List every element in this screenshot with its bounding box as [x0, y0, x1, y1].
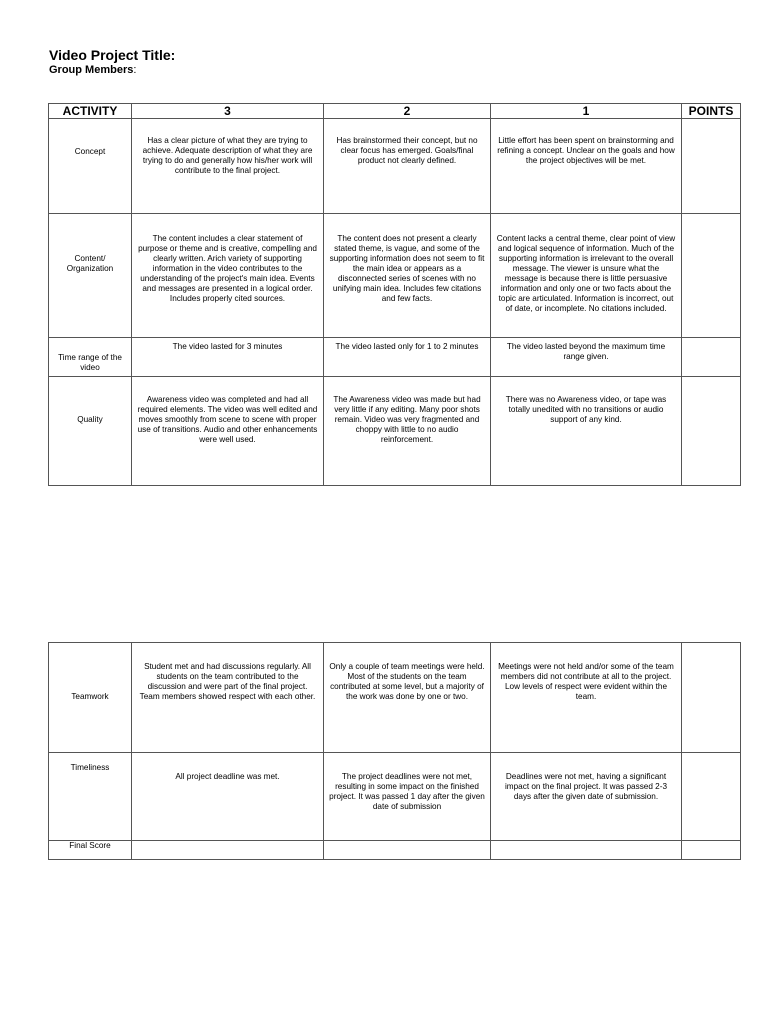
score-2-cell	[324, 214, 491, 338]
score-2-cell	[324, 753, 491, 841]
score-2-text: The Awareness video was made but had very little if any editing. Many poor shots remain. Video was very fragmented and choppy with little to no audio reinforcement.	[333, 395, 481, 444]
document-title: Video Project Title:	[49, 47, 176, 63]
score-1-cell[interactable]	[491, 841, 682, 860]
score-3-text: Has a clear picture of what they are trying to achieve. Adequate description of what they are trying to do and generally how his/her work will contribute to the final project.	[142, 136, 313, 175]
score-3-text: Student met and had discussions regularly. All students on the team contributed to the discussion and were part of the final project. Team members showed respect with each other.	[139, 662, 316, 701]
score-3-text: All project deadline was met.	[175, 772, 280, 781]
points-cell[interactable]	[682, 841, 741, 860]
score-1-text: There was no Awareness video, or tape was totally unedited with no transitions or audio support of any kind.	[505, 395, 667, 424]
score-1-text: The video lasted beyond the maximum time range given.	[506, 342, 666, 361]
table-row	[49, 753, 741, 841]
group-members-line	[49, 64, 136, 76]
activity-label: Time range of the video	[58, 353, 122, 372]
score-1-cell	[491, 753, 682, 841]
score-3-cell	[132, 643, 324, 753]
points-cell[interactable]	[682, 753, 741, 841]
activity-cell	[49, 338, 132, 377]
score-1-cell	[491, 377, 682, 486]
score-1-cell	[491, 119, 682, 214]
group-members-label: Group Members	[49, 64, 134, 76]
points-cell[interactable]	[682, 338, 741, 377]
score-2-cell	[324, 377, 491, 486]
table-row	[49, 214, 741, 338]
score-3-cell	[132, 119, 324, 214]
score-2-text: The project deadlines were not met, resulting in some impact on the finished project. It was passed 1 day after the given date of submission	[329, 772, 485, 811]
activity-label: Final Score	[69, 841, 111, 850]
table-row	[49, 338, 741, 377]
score-1-cell	[491, 643, 682, 753]
score-1-text: Deadlines were not met, having a significant impact on the final project. It was passed 2-3 days after the given date of submission.	[504, 772, 667, 801]
rubric-table-bottom	[48, 642, 741, 860]
header-score-2: 2	[324, 104, 491, 119]
group-members-colon: :	[133, 64, 137, 76]
header-points: POINTS	[682, 104, 741, 119]
score-2-cell	[324, 338, 491, 377]
activity-label: Quality	[77, 415, 103, 424]
score-3-cell	[132, 338, 324, 377]
score-2-cell	[324, 643, 491, 753]
points-cell[interactable]	[682, 214, 741, 338]
score-3-text: Awareness video was completed and had all required elements. The video was well edited and moves smoothly from scene to scene with proper use of transitions. Audio and other enhancements were well used.	[137, 395, 318, 444]
activity-cell	[49, 841, 132, 860]
score-2-text: Only a couple of team meetings were held. Most of the students on the team contributed at some level, but a majority of the work was done by one or two.	[329, 662, 485, 701]
activity-label: Teamwork	[71, 692, 109, 701]
score-3-text: The video lasted for 3 minutes	[172, 342, 283, 351]
activity-cell	[49, 377, 132, 486]
activity-label: Timeliness	[70, 763, 110, 772]
score-2-text: Has brainstormed their concept, but no clear focus has emerged. Goals/final product not clearly defined.	[336, 136, 478, 165]
score-2-cell[interactable]	[324, 841, 491, 860]
activity-cell	[49, 119, 132, 214]
header-row	[49, 104, 741, 119]
score-2-text: The video lasted only for 1 to 2 minutes	[335, 342, 479, 351]
header-activity: ACTIVITY	[49, 104, 132, 119]
score-3-cell	[132, 753, 324, 841]
score-1-cell	[491, 338, 682, 377]
table-row	[49, 119, 741, 214]
activity-cell	[49, 753, 132, 841]
table-row	[49, 643, 741, 753]
activity-label: Content/ Organization	[66, 254, 114, 273]
score-1-cell	[491, 214, 682, 338]
points-cell[interactable]	[682, 643, 741, 753]
score-2-text: The content does not present a clearly stated theme, is vague, and some of the supporting information does not seem to fit the main idea or appears as a disconnected series of scenes with no unifying main idea. Includes few citations and few facts.	[329, 234, 485, 303]
points-cell[interactable]	[682, 119, 741, 214]
score-1-text: Meetings were not held and/or some of the team members did not contribute at all to the project. Low levels of respect were evident within the team.	[498, 662, 674, 701]
score-1-text: Little effort has been spent on brainstorming and refining a concept. Unclear on the goals and how the project objectives will be met.	[497, 136, 675, 165]
points-cell[interactable]	[682, 377, 741, 486]
score-1-text: Content lacks a central theme, clear point of view and logical sequence of information. Much of the supporting information is irrelevant to the overall message. The viewer is unsure what the message is because there is little persuasive information and only one or two facts about the topic are articulated. Information is incorrect, out of date, or incomplete. No citations included.	[496, 234, 676, 313]
activity-label: Concept	[74, 147, 106, 156]
table-row	[49, 377, 741, 486]
activity-cell	[49, 214, 132, 338]
score-3-cell	[132, 377, 324, 486]
table-row	[49, 841, 741, 860]
activity-cell	[49, 643, 132, 753]
score-3-cell[interactable]	[132, 841, 324, 860]
rubric-table-top	[48, 103, 741, 486]
header-score-1: 1	[491, 104, 682, 119]
score-3-text: The content includes a clear statement of purpose or theme and is creative, compelling and clearly written. Arich variety of supporting information in the video contributes to the understanding of the project's main idea. Events and messages are presented in a logical order. Includes properly cited sources.	[138, 234, 317, 303]
score-3-cell	[132, 214, 324, 338]
header-score-3: 3	[132, 104, 324, 119]
score-2-cell	[324, 119, 491, 214]
